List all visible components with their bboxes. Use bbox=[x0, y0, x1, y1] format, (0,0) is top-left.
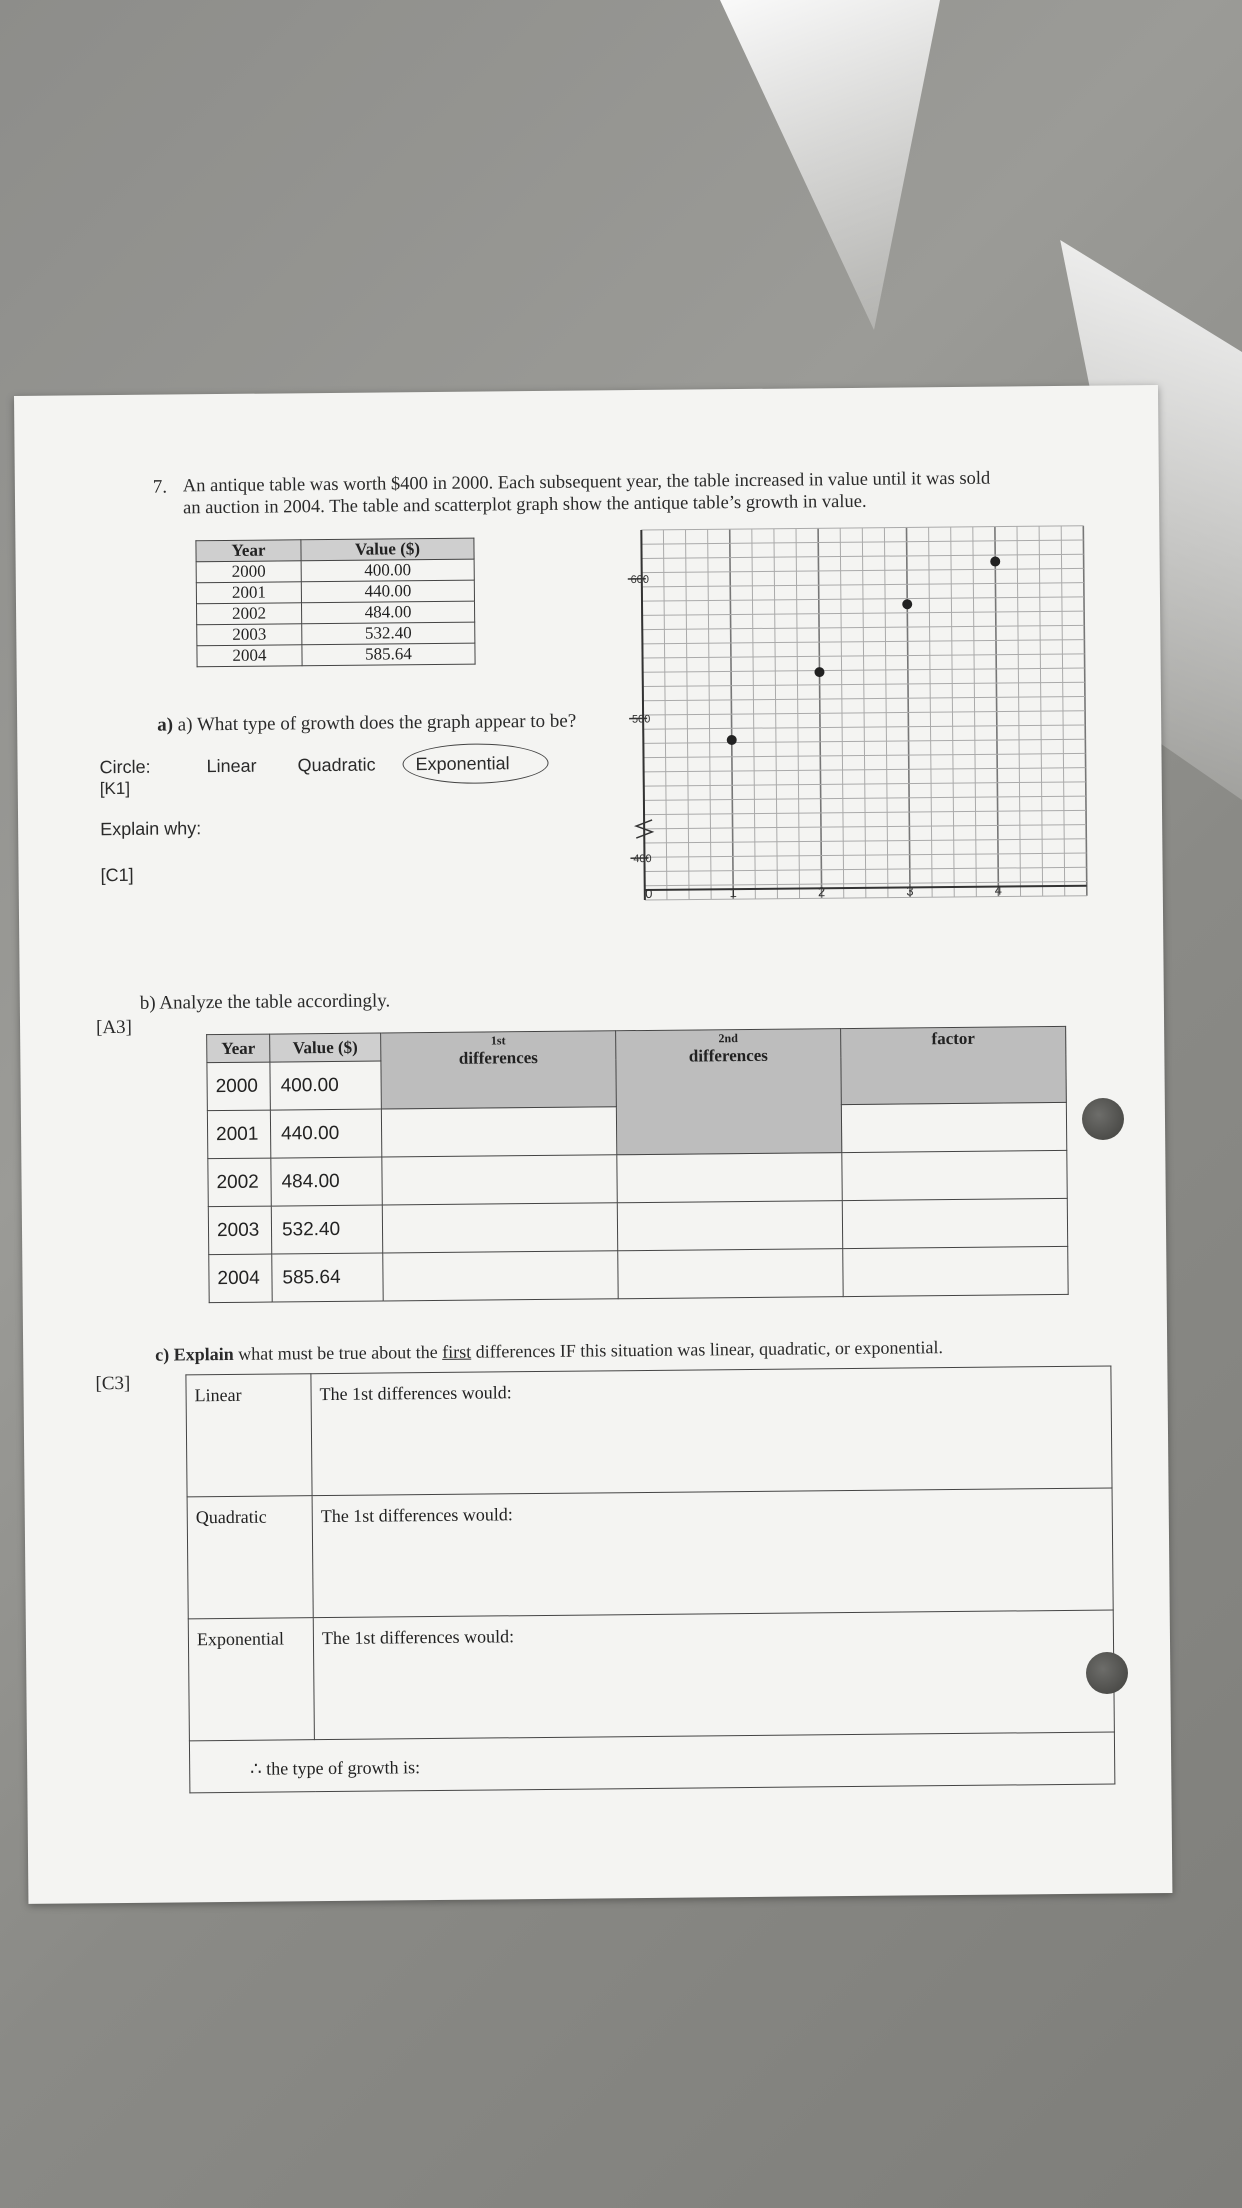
prompt-text: The 1st differences would: bbox=[321, 1626, 515, 1649]
option-exponential[interactable]: Exponential bbox=[415, 753, 510, 775]
value-cell: 532.40 bbox=[271, 1205, 382, 1254]
a3-tag: [A3] bbox=[95, 1016, 133, 1039]
table-row bbox=[207, 1026, 1066, 1062]
answer-cell[interactable] bbox=[618, 1249, 843, 1299]
prompt-text: The 1st differences would: bbox=[320, 1504, 513, 1527]
analysis-table bbox=[206, 1026, 1069, 1303]
table-row bbox=[186, 1366, 1112, 1497]
first-label: 1st bbox=[490, 1033, 506, 1048]
worksheet-page bbox=[14, 385, 1172, 1904]
year-cell: 2001 bbox=[196, 582, 301, 604]
year-cell: 2001 bbox=[207, 1110, 270, 1159]
value-table bbox=[195, 538, 475, 668]
c3-tag: [C3] bbox=[95, 1372, 131, 1395]
part-c-question bbox=[155, 1337, 943, 1366]
data-point bbox=[814, 667, 824, 677]
x-tick-label: 4 bbox=[994, 882, 1003, 898]
year-cell: 2003 bbox=[208, 1206, 271, 1255]
punch-hole bbox=[1086, 1652, 1128, 1694]
table-row bbox=[189, 1732, 1114, 1793]
year-cell: 2002 bbox=[197, 603, 302, 625]
answer-cell[interactable] bbox=[617, 1153, 842, 1203]
question-line-2: an auction in 2004. The table and scatterplot graph show the antique table’s growth in value. bbox=[182, 491, 867, 519]
row-label: Quadratic bbox=[187, 1496, 313, 1619]
k1-tag: [K1] bbox=[99, 778, 131, 799]
part-c-bold: c) Explain bbox=[155, 1343, 234, 1365]
scatterplot bbox=[621, 516, 1095, 920]
answer-cell[interactable] bbox=[383, 1251, 618, 1301]
data-point bbox=[902, 599, 912, 609]
year-header: Year bbox=[207, 1034, 270, 1063]
y-tick-label: 400 bbox=[633, 853, 652, 866]
year-cell: 2002 bbox=[208, 1158, 271, 1207]
value-cell: 585.64 bbox=[272, 1253, 383, 1302]
conclusion-cell[interactable] bbox=[189, 1732, 1114, 1793]
x-tick-label: 1 bbox=[729, 885, 737, 901]
value-header: Value ($) bbox=[301, 538, 474, 561]
row-label: Linear bbox=[186, 1374, 312, 1497]
table-row bbox=[197, 601, 475, 625]
row-prompt[interactable] bbox=[312, 1488, 1113, 1618]
row-prompt[interactable] bbox=[311, 1366, 1112, 1496]
table-row bbox=[188, 1610, 1114, 1741]
year-cell: 2003 bbox=[197, 624, 302, 646]
table-row bbox=[196, 559, 474, 583]
answer-cell[interactable] bbox=[842, 1198, 1067, 1248]
light-glare bbox=[720, 0, 940, 330]
table-row bbox=[208, 1198, 1067, 1254]
second-label: 2nd bbox=[718, 1031, 738, 1046]
table-row bbox=[197, 643, 475, 667]
x-tick-label: 0 bbox=[645, 885, 653, 901]
question-number: 7. bbox=[152, 476, 168, 498]
part-a-question: a) a) What type of growth does the graph appear to be? bbox=[157, 710, 577, 736]
table-row bbox=[196, 580, 474, 604]
c1-tag: [C1] bbox=[100, 864, 134, 886]
data-point bbox=[727, 735, 737, 745]
part-c-text: what must be true about the bbox=[238, 1341, 438, 1364]
circle-label: Circle: bbox=[99, 756, 151, 778]
value-cell: 484.00 bbox=[271, 1157, 382, 1206]
value-header: Value ($) bbox=[270, 1033, 381, 1062]
value-cell: 585.64 bbox=[302, 643, 475, 666]
answer-cell[interactable] bbox=[843, 1246, 1068, 1296]
answer-cell[interactable] bbox=[382, 1155, 617, 1205]
question-line-1: An antique table was worth $400 in 2000. Each subsequent year, the table increased in value until it was sold bbox=[182, 468, 991, 497]
second-differences-header bbox=[616, 1029, 842, 1155]
part-c-underlined: first bbox=[442, 1341, 472, 1362]
value-cell: 484.00 bbox=[301, 601, 474, 624]
table-row bbox=[208, 1150, 1067, 1206]
year-cell: 2004 bbox=[209, 1254, 272, 1303]
value-cell: 400.00 bbox=[270, 1061, 381, 1110]
value-cell: 532.40 bbox=[302, 622, 475, 645]
first-differences-header bbox=[381, 1031, 617, 1109]
year-cell: 2000 bbox=[207, 1062, 270, 1111]
differences-label: differences bbox=[458, 1048, 538, 1068]
conclusion-text: ∴ the type of growth is: bbox=[250, 1757, 421, 1779]
row-prompt[interactable] bbox=[313, 1610, 1114, 1740]
explanation-table bbox=[185, 1366, 1115, 1794]
data-point bbox=[990, 556, 1000, 566]
y-tick-label: 500 bbox=[631, 713, 651, 726]
option-linear[interactable]: Linear bbox=[206, 755, 257, 777]
table-row bbox=[187, 1488, 1113, 1619]
y-tick-label: 600 bbox=[630, 573, 650, 586]
value-cell: 440.00 bbox=[270, 1109, 381, 1158]
value-cell: 400.00 bbox=[301, 559, 474, 582]
answer-cell[interactable] bbox=[842, 1150, 1067, 1200]
part-c-text-end: differences IF this situation was linear, quadratic, or exponential. bbox=[475, 1337, 944, 1362]
year-header: Year bbox=[196, 540, 301, 562]
part-a-text: a) What type of growth does the graph appear to be? bbox=[177, 710, 577, 736]
factor-header: factor bbox=[841, 1026, 1067, 1104]
punch-hole bbox=[1082, 1098, 1124, 1140]
differences-label: differences bbox=[688, 1045, 768, 1066]
option-quadratic[interactable]: Quadratic bbox=[297, 754, 376, 776]
answer-cell[interactable] bbox=[617, 1201, 842, 1251]
answer-cell[interactable] bbox=[381, 1107, 616, 1157]
answer-cell[interactable] bbox=[382, 1203, 617, 1253]
table-row bbox=[197, 622, 475, 646]
year-cell: 2000 bbox=[196, 561, 301, 583]
x-tick-label: 2 bbox=[817, 884, 826, 900]
year-cell: 2004 bbox=[197, 645, 302, 667]
prompt-text: The 1st differences would: bbox=[319, 1382, 512, 1405]
row-label: Exponential bbox=[188, 1618, 314, 1741]
value-cell: 440.00 bbox=[301, 580, 474, 603]
table-row bbox=[209, 1246, 1068, 1302]
answer-cell[interactable] bbox=[841, 1102, 1066, 1152]
explain-why-label: Explain why: bbox=[100, 818, 202, 840]
x-tick-label: 3 bbox=[906, 883, 914, 899]
part-b-question: b) Analyze the table accordingly. bbox=[139, 990, 391, 1014]
